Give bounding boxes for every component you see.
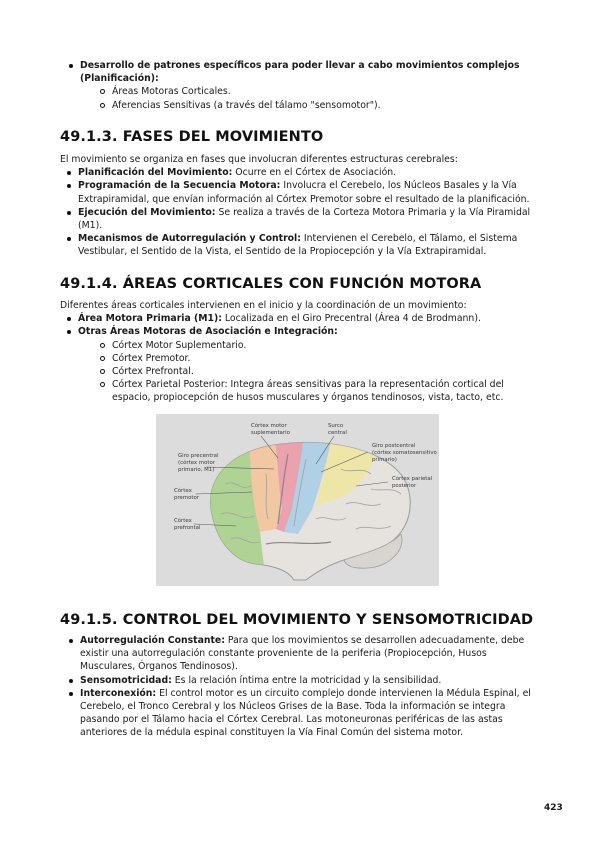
list-item: Ejecución del Movimiento: Se realiza a través de la Corteza Motora Primaria y la Vía Piramidal (M1). bbox=[60, 206, 532, 232]
list-item: Área Motora Primaria (M1): Localizada en el Giro Precentral (Área 4 de Brodmann). bbox=[60, 312, 532, 325]
label-postcentral: Giro postcentral (córtex somatosensitivo primario) bbox=[372, 443, 437, 463]
list-item: Córtex Premotor. bbox=[96, 352, 532, 365]
section-title-control: 49.1.5. CONTROL DEL MOVIMIENTO Y SENSOMOTRICIDAD bbox=[60, 612, 534, 628]
list-item: Otras Áreas Motoras de Asociación e Integración: Córtex Motor Suplementario. Córtex Premotor. Córtex Prefrontal. Córtex Parietal Posterior: Integra áreas sensitivas para la representación cortical del espacio, propiocepción de husos musculares y órganos tendinosos, vista, tacto, etc. bbox=[60, 325, 532, 404]
label-prefrontal: Córtex prefrontal bbox=[174, 518, 201, 531]
planning-item: Desarrollo de patrones específicos para poder llevar a cabo movimientos complejos (Planificación): Áreas Motoras Corticales. Aferencias Sensitivas (a través del tálamo "sensomotor"). bbox=[62, 59, 532, 112]
list-item: Áreas Motoras Corticales. bbox=[96, 85, 532, 98]
areas-intro: Diferentes áreas corticales intervienen en el inicio y la coordinación de un movimiento: bbox=[60, 300, 467, 311]
areas-sub-list bbox=[96, 339, 532, 405]
list-item: Interconexión: El control motor es un circuito complejo donde intervienen la Médula Espinal, el Cerebelo, el Tronco Cerebral y los Núcleos Grises de la Base. Toda la información se integra pasando por el Tálamo hacia el Córtex Cerebral. Las motoneuronas periféricas de las astas anteriores de la médula espinal constituyen la Vía Final Común del sistema motor. bbox=[62, 687, 532, 740]
list-item: Autorregulación Constante: Para que los movimientos se desarrollen adecuadamente, debe existir una autorregulación constante proveniente de la periferia (Propiocepción, Husos Musculares, Órganos Tendinosos). bbox=[62, 634, 532, 674]
label-surco: Surco central bbox=[328, 423, 347, 436]
intro-list bbox=[62, 59, 532, 112]
label-parietal: Córtex parietal posterior bbox=[392, 476, 433, 489]
label-premotor: Córtex premotor bbox=[174, 488, 200, 501]
section-title-fases: 49.1.3. FASES DEL MOVIMIENTO bbox=[60, 129, 324, 145]
list-item: Córtex Motor Suplementario. bbox=[96, 339, 532, 352]
fases-intro: El movimiento se organiza en fases que involucran diferentes estructuras cerebrales: bbox=[60, 154, 458, 165]
fases-section bbox=[60, 153, 532, 259]
intro-section bbox=[62, 59, 532, 112]
areas-section bbox=[60, 299, 532, 405]
label-suplementario: Córtex motor suplementario bbox=[251, 423, 290, 436]
brain-cortical-areas-figure bbox=[156, 414, 439, 586]
control-section bbox=[62, 634, 532, 740]
list-item: Programación de la Secuencia Motora: Involucra el Cerebelo, los Núcleos Basales y la Vía Extrapiramidal, que envían información al Córtex Premotor sobre el resultado de la planificación. bbox=[60, 179, 532, 205]
list-item: Planificación del Movimiento: Ocurre en el Córtex de Asociación. bbox=[60, 166, 532, 179]
list-item: Mecanismos de Autorregulación y Control: Intervienen el Cerebelo, el Tálamo, el Sistema Vestibular, el Sentido de la Vista, el Sentido de la Propiocepción y la Vía Extrapiramidal. bbox=[60, 232, 532, 258]
page-number: 423 bbox=[544, 803, 563, 813]
control-list bbox=[62, 634, 532, 740]
planning-sub-list bbox=[96, 85, 532, 111]
label-precentral: Giro precentral (córtex motor primario, M1) bbox=[178, 453, 219, 473]
list-item: Sensomotricidad: Es la relación íntima entre la motricidad y la sensibilidad. bbox=[62, 674, 532, 687]
fases-list bbox=[60, 166, 532, 258]
list-item: Córtex Prefrontal. bbox=[96, 365, 532, 378]
list-item: Aferencias Sensitivas (a través del tálamo "sensomotor"). bbox=[96, 99, 532, 112]
list-item: Córtex Parietal Posterior: Integra áreas sensitivas para la representación cortical del espacio, propiocepción de husos musculares y órganos tendinosos, vista, tacto, etc. bbox=[96, 378, 532, 404]
areas-list bbox=[60, 312, 532, 404]
section-title-areas: 49.1.4. ÁREAS CORTICALES CON FUNCIÓN MOTORA bbox=[60, 276, 482, 292]
